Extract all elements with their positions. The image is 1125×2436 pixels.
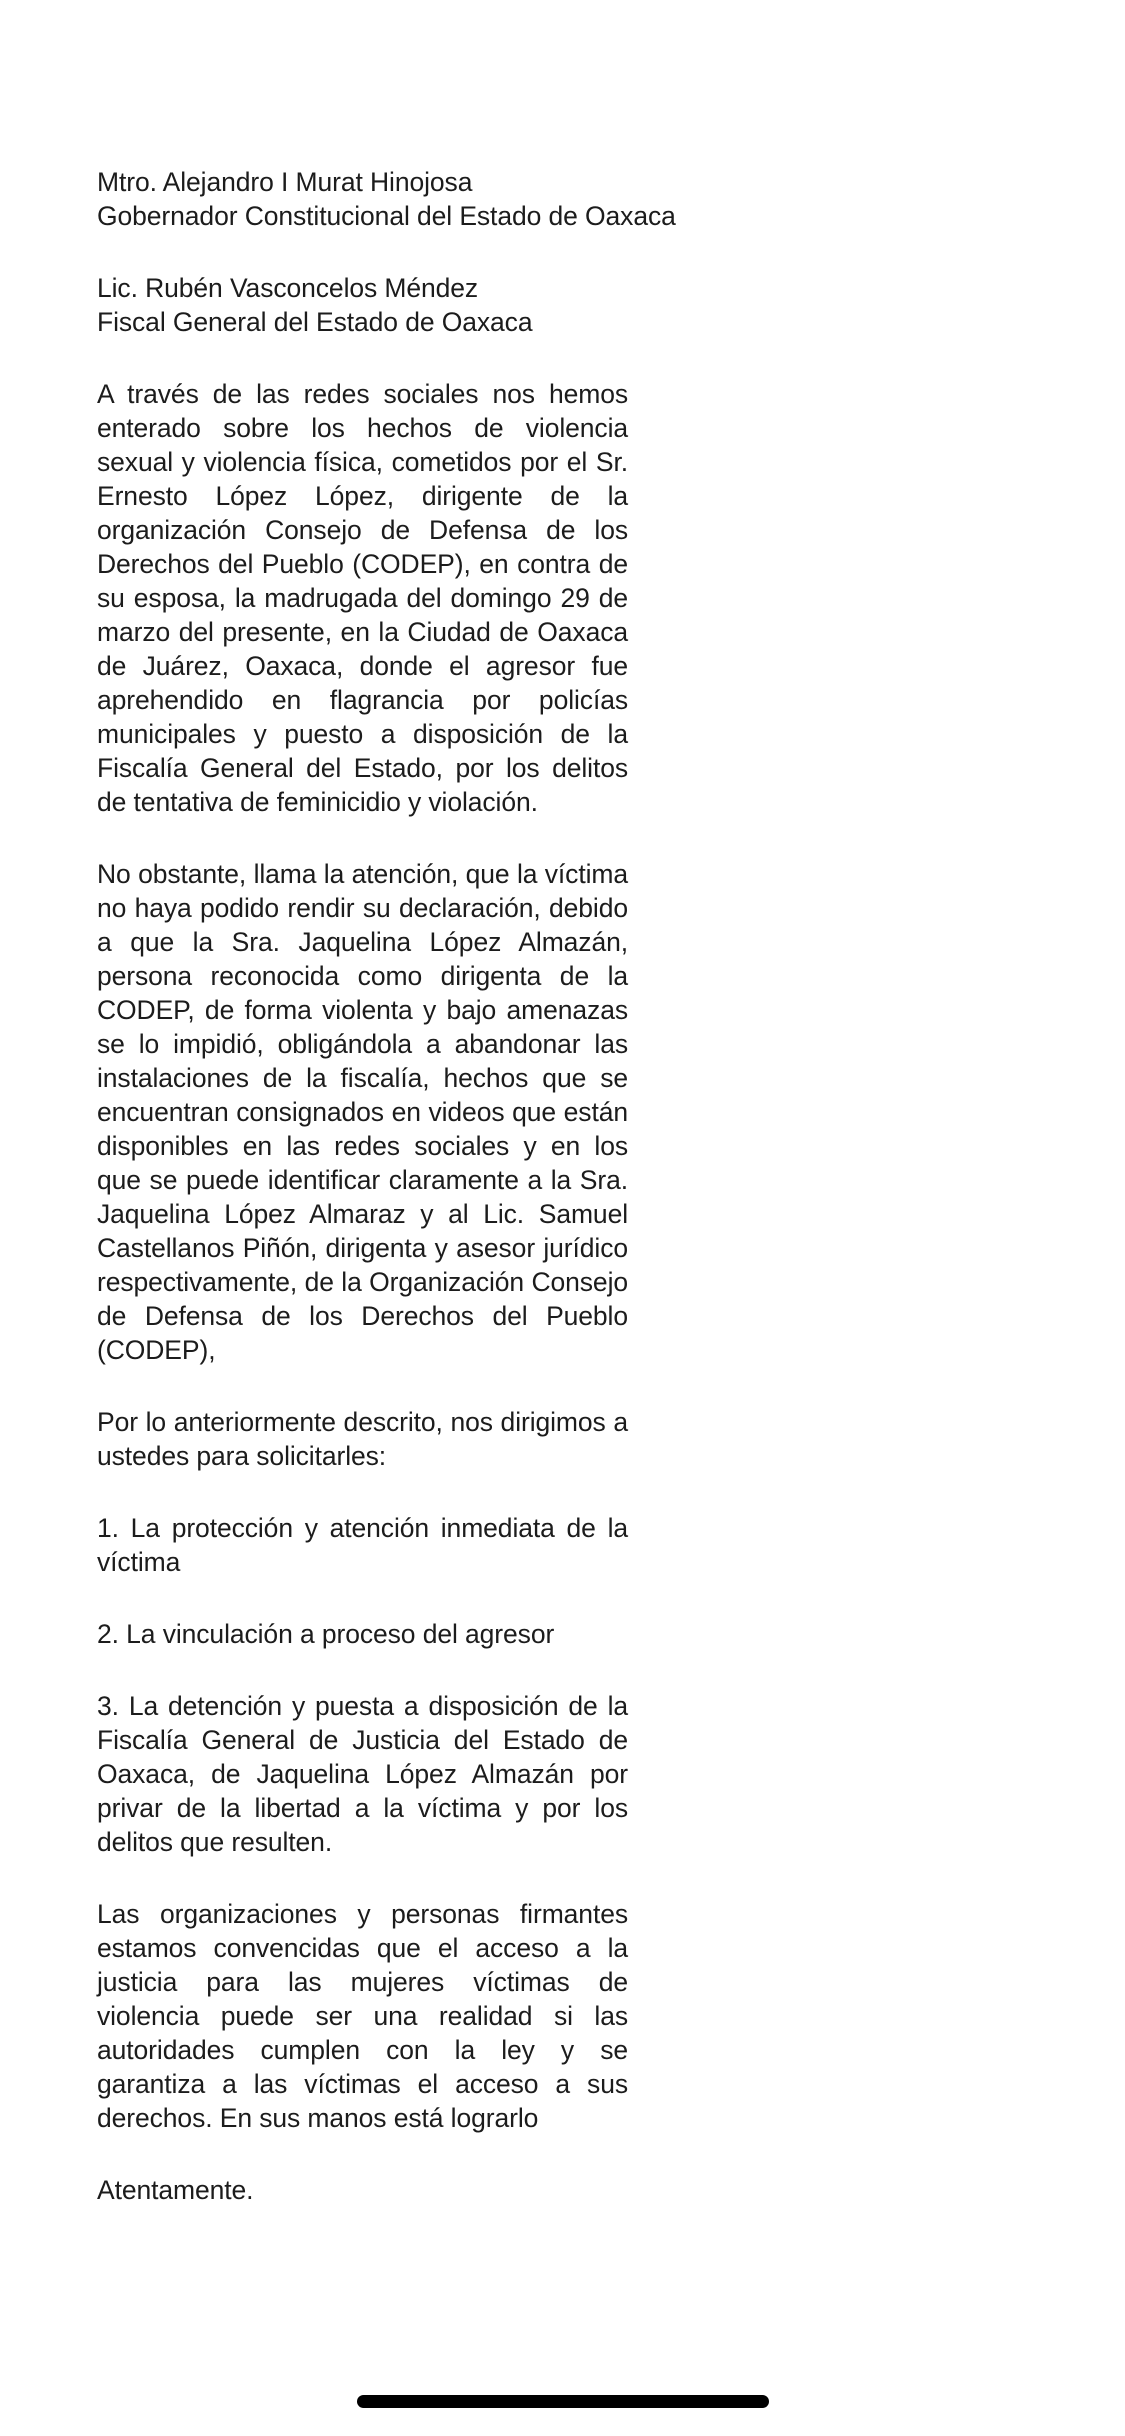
spacer: [97, 233, 628, 271]
demand-item-1: 1. La protección y atención inmediata de la víctima: [97, 1513, 628, 1577]
spacer: [97, 1367, 628, 1405]
recipient-block-1: [97, 165, 676, 233]
letter-body: [97, 165, 676, 2207]
demand-item-3: 3. La detención y puesta a disposición de la Fiscalía General de Justicia del Estado de Oaxaca, de Jaquelina López Almazán por privar de la libertad a la víctima y por los delitos que resulten.: [97, 1691, 628, 1857]
spacer: [97, 2135, 628, 2173]
paragraph-obstruction: No obstante, llama la atención, que la víctima no haya podido rendir su declaración, debido a que la Sra. Jaquelina López Almazán, persona reconocida como dirigenta de la CODEP, de forma violenta y bajo amenazas se lo impidió, obligándola a abandonar las instalaciones de la fiscalía, hechos que se encuentran consignados en videos que están disponibles en las redes sociales y en los que se puede identificar claramente a la Sra. Jaquelina López Almaraz y al Lic. Samuel Castellanos Piñón, dirigenta y asesor jurídico respectivamente, de la Organización Consejo de Defensa de los Derechos del Pueblo (CODEP),: [97, 859, 628, 1365]
spacer: [97, 1473, 628, 1511]
spacer: [97, 1651, 628, 1689]
spacer: [97, 1859, 628, 1897]
recipient-2-name: Lic. Rubén Vasconcelos Méndez: [97, 273, 479, 303]
home-indicator[interactable]: [357, 2395, 769, 2408]
demand-item-2: 2. La vinculación a proceso del agresor: [97, 1619, 555, 1649]
spacer: [97, 339, 628, 377]
paragraph-facts: A través de las redes sociales nos hemos enterado sobre los hechos de violencia sexual y violencia física, cometidos por el Sr. Ernesto López López, dirigente de la organización Consejo de Defensa de los Derechos del Pueblo (CODEP), en contra de su esposa, la madrugada del domingo 29 de marzo del presente, en la Ciudad de Oaxaca de Juárez, Oaxaca, donde el agresor fue aprehendido en flagrancia por policías municipales y puesto a disposición de la Fiscalía General del Estado, por los delitos de tentativa de feminicidio y violación.: [97, 379, 628, 817]
home-indicator-area: [0, 2366, 1125, 2436]
recipient-1-title: Gobernador Constitucional del Estado de Oaxaca: [97, 201, 676, 231]
closing-salutation: Atentamente.: [97, 2175, 254, 2205]
spacer: [97, 819, 628, 857]
recipient-2-title: Fiscal General del Estado de Oaxaca: [97, 307, 533, 337]
recipient-block-2: [97, 271, 628, 339]
paragraph-request-intro: Por lo anteriormente descrito, nos dirigimos a ustedes para solicitarles:: [97, 1407, 628, 1471]
spacer: [97, 1579, 628, 1617]
paragraph-conviction: Las organizaciones y personas firmantes estamos convencidas que el acceso a la justicia para las mujeres víctimas de violencia puede ser una realidad si las autoridades cumplen con la ley y se garantiza a las víctimas el acceso a sus derechos. En sus manos está lograrlo: [97, 1899, 628, 2133]
recipient-1-name: Mtro. Alejandro I Murat Hinojosa: [97, 167, 473, 197]
